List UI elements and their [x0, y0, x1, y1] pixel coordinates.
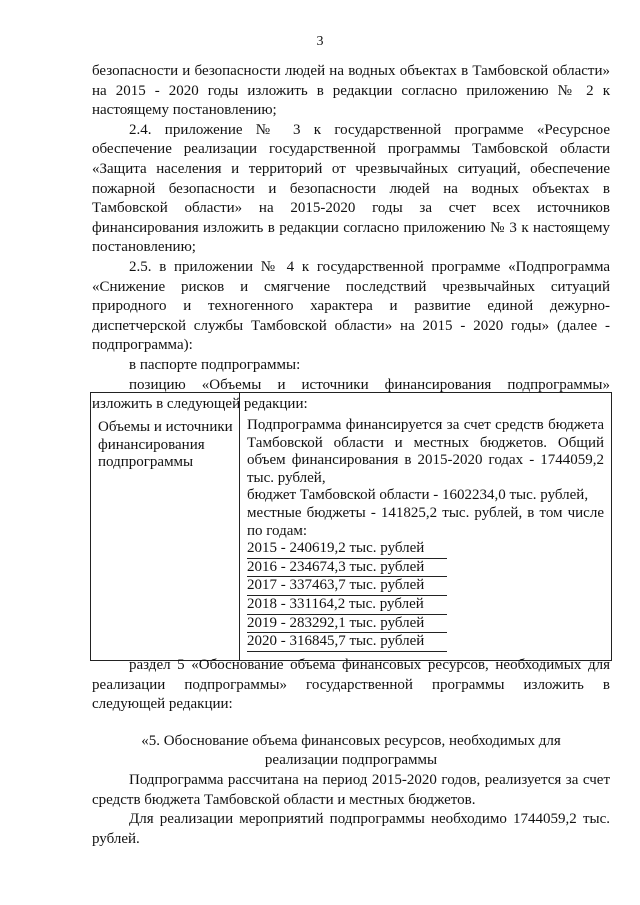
year-2019: 2019 - 283292,1 тыс. рублей	[247, 615, 447, 634]
financing-table	[90, 392, 612, 661]
year-2020: 2020 - 316845,7 тыс. рублей	[247, 633, 447, 652]
section-heading-line-2: реализации подпрограммы	[264, 752, 438, 769]
table-label: Объемы и источники финансирования подпрограммы	[98, 419, 233, 471]
paragraph-2-5: 2.5. в приложении № 4 к государственной программе «Подпрограмма «Снижение рисков и смягчение последствий чрезвычайных ситуаций природного и техногенного характера и развитие единой дежурно-диспетчерской службы Тамбовской области» на 2015 - 2020 годы» (далее - подпрограмма):	[92, 258, 610, 354]
paragraph-position: позицию «Объемы и источники финансирования подпрограммы» изложить в следующей редакции:	[92, 376, 610, 413]
year-2015: 2015 - 240619,2 тыс. рублей	[247, 540, 447, 559]
table-content-cell	[240, 393, 612, 661]
paragraph-amount: Для реализации мероприятий подпрограммы необходимо 1744059,2 тыс. рублей.	[92, 811, 610, 847]
document-body-bottom	[92, 656, 610, 849]
financing-main-text: Подпрограмма финансируется за счет средств бюджета Тамбовской области и местных бюджетов. Общий объем финансирования в 2015-2020 годах - 1744059,2 тыс. рублей,	[247, 417, 604, 486]
financing-local-budget: местные бюджеты - 141825,2 тыс. рублей, в том числе по годам:	[247, 504, 604, 539]
year-2016: 2016 - 234674,3 тыс. рублей	[247, 559, 447, 578]
paragraph-section-5-intro: раздел 5 «Обоснование объема финансовых ресурсов, необходимых для реализации подпрограммы» государственной программы изложить в следующей редакции:	[92, 657, 610, 713]
page-number: 3	[316, 34, 324, 49]
table-row	[91, 393, 612, 661]
document-body-top	[92, 62, 610, 415]
financing-regional-budget: бюджет Тамбовской области - 1602234,0 тыс. рублей,	[247, 487, 589, 504]
table-label-cell	[91, 393, 240, 661]
paragraph-period: Подпрограмма рассчитана на период 2015-2020 годов, реализуется за счет средств бюджета Тамбовской области и местных бюджетов.	[92, 771, 610, 808]
paragraph-passport: в паспорте подпрограммы:	[129, 356, 301, 373]
paragraph-2-4: 2.4. приложение № 3 к государственной программе «Ресурсное обеспечение реализации государственной программы Тамбовской области «Защита населения и территорий от чрезвычайных ситуаций, обеспечение пожарной безопасности и безопасности людей на водных объектах в Тамбовской области» на 2015-2020 годы за счет всех источников финансирования изложить в редакции согласно приложению № 3 к настоящему постановлению;	[92, 121, 610, 256]
year-2018: 2018 - 331164,2 тыс. рублей	[247, 596, 447, 615]
paragraph-continuation: безопасности и безопасности людей на водных объектах в Тамбовской области» на 2015 - 2020 годы изложить в редакции согласно приложению № 2 к настоящему постановлению;	[92, 63, 610, 119]
year-2017: 2017 - 337463,7 тыс. рублей	[247, 577, 447, 596]
section-heading-line-1: «5. Обоснование объема финансовых ресурсов, необходимых для	[141, 732, 561, 749]
